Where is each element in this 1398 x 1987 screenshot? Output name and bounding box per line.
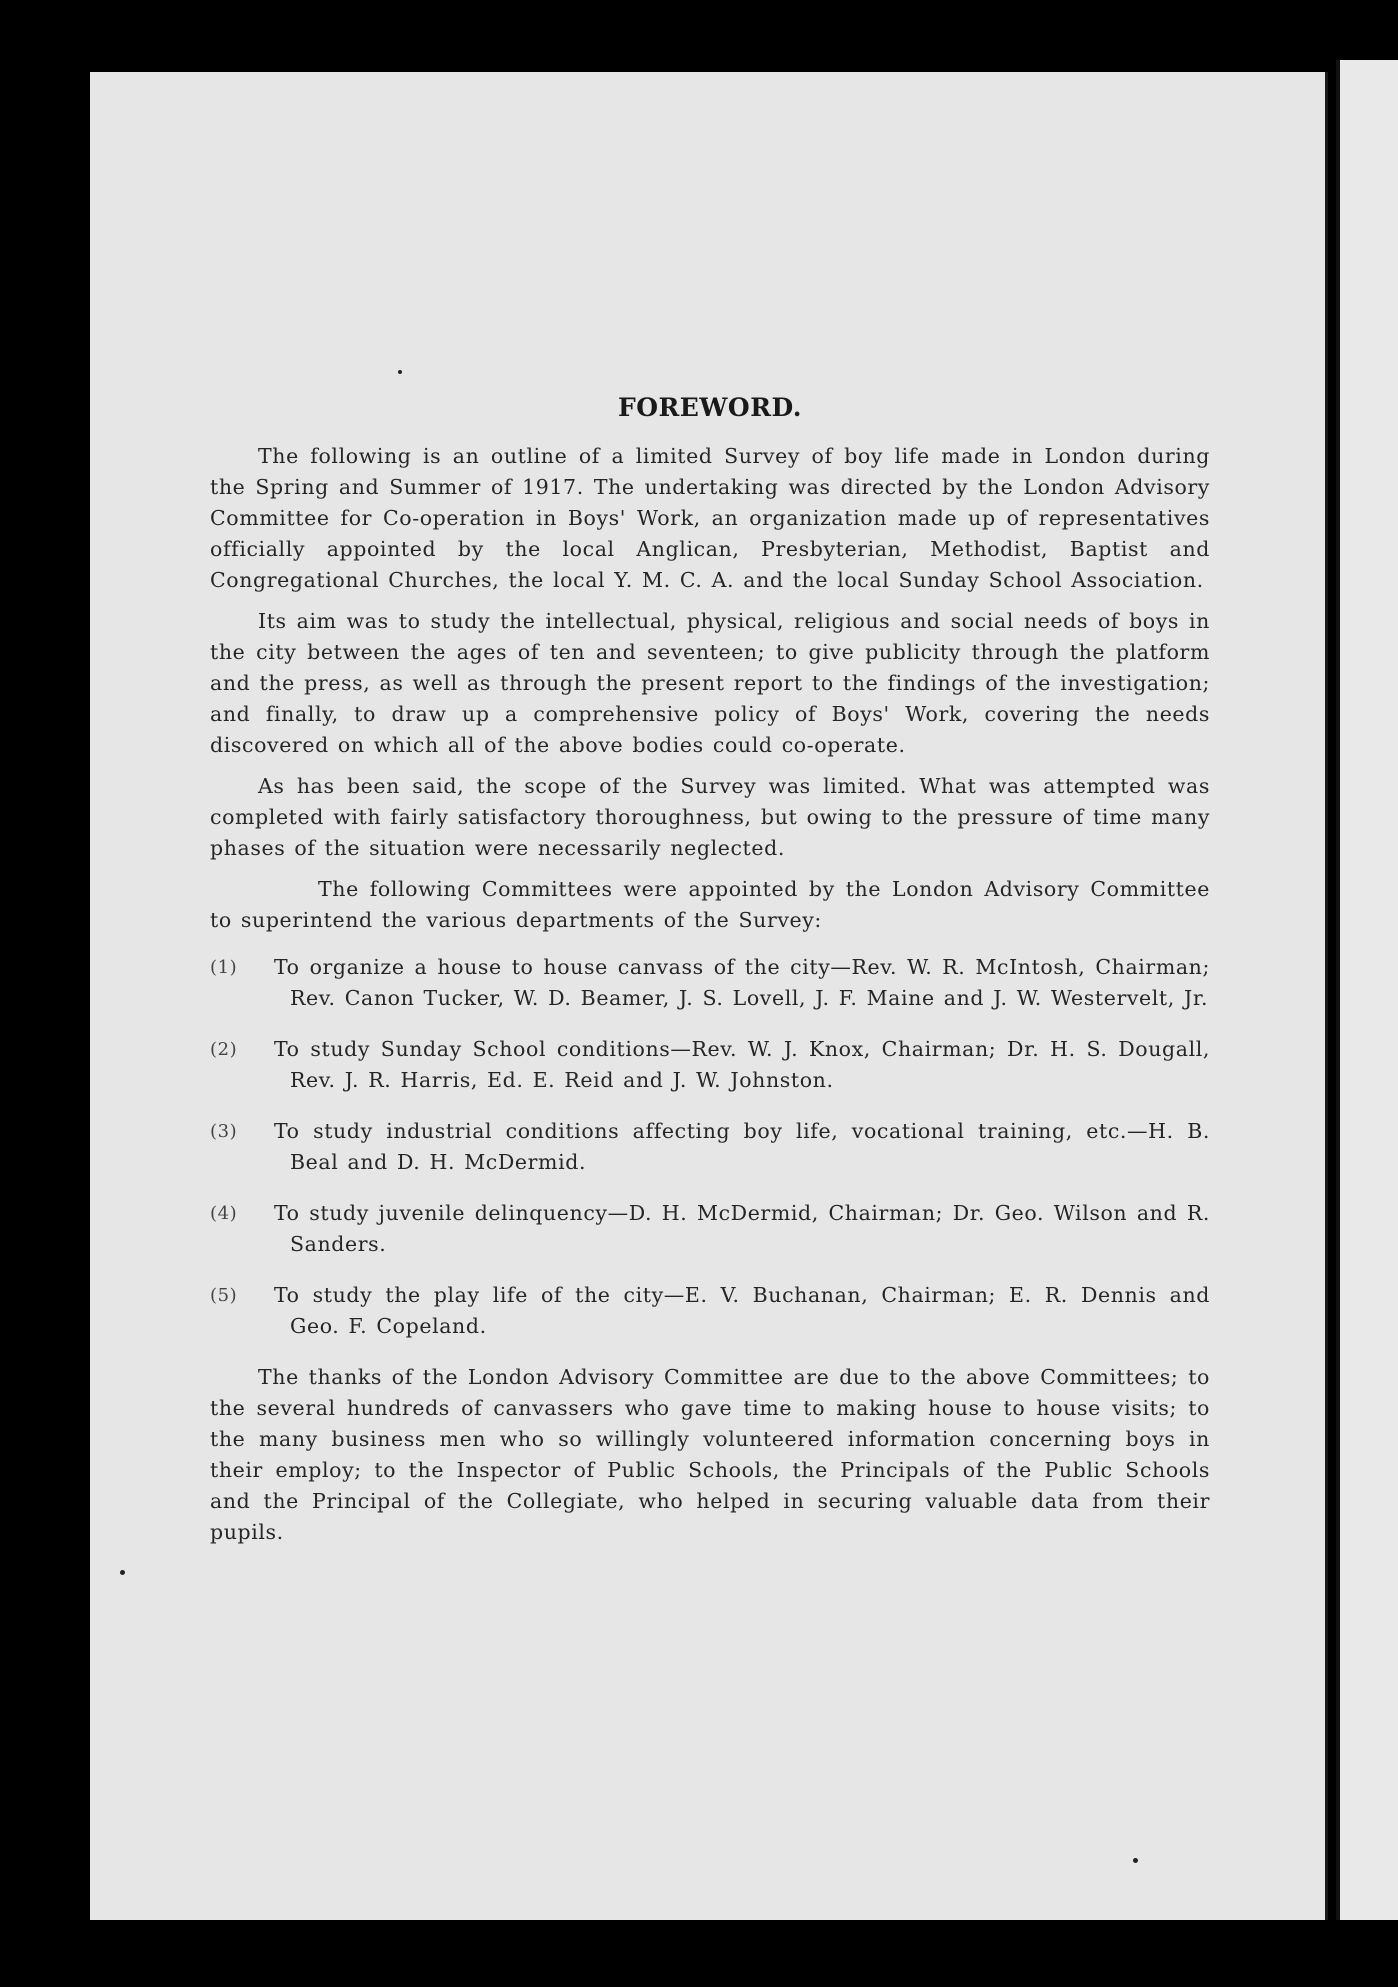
committee-text: To study Sunday School conditions—Rev. W. J. Knox, Chairman; Dr. H. S. Dougall, Rev. J. R. Harris, Ed. E. Reid and J. W. Johnston. (274, 1037, 1210, 1092)
committee-number: (5) (210, 1285, 238, 1306)
committee-number: (3) (210, 1121, 238, 1142)
committee-text: To organize a house to house canvass of the city—Rev. W. R. McIntosh, Chairman; Rev. Canon Tucker, W. D. Beamer, J. S. Lovell, J. F. Maine and J. W. Westervelt, Jr. (274, 955, 1210, 1010)
page-title: FOREWORD. (618, 393, 802, 422)
committees-intro-paragraph: The following Committees were appointed by the London Advisory Committee to superintend the various departments of the Survey: (210, 877, 1210, 932)
committee-item (210, 952, 1210, 1014)
intro-paragraph: The following is an outline of a limited Survey of boy life made in London during the Spring and Summer of 1917. The undertaking was directed by the London Advisory Committee for Co-operation in Boys' Work, an organization made up of representatives officially appointed by the local Anglican, Presbyterian, Methodist, Baptist and Congregational Churches, the local Y. M. C. A. and the local Sunday School Association. (210, 444, 1210, 592)
speck-mark (1133, 1858, 1138, 1863)
closing-paragraph: The thanks of the London Advisory Committee are due to the above Committees; to the several hundreds of canvassers who gave time to making house to house visits; to the many business men who so willingly volunteered information concerning boys in their employ; to the Inspector of Public Schools, the Principals of the Public Schools and the Principal of the Collegiate, who helped in securing valuable data from their pupils. (210, 1365, 1210, 1544)
committee-number: (1) (210, 957, 238, 978)
committee-item (210, 1034, 1210, 1096)
speck-mark (120, 1570, 125, 1575)
document-page (90, 72, 1328, 1920)
committee-item (210, 1198, 1210, 1260)
committee-text: To study industrial conditions affecting boy life, vocational training, etc.—H. B. Beal and D. H. McDermid. (274, 1119, 1210, 1174)
aim-paragraph: Its aim was to study the intellectual, physical, religious and social needs of boys in the city between the ages of ten and seventeen; to give publicity through the platform and the press, as well as through the present report to the findings of the investigation; and finally, to draw up a comprehensive policy of Boys' Work, covering the needs discovered on which all of the above bodies could co-operate. (210, 609, 1210, 757)
committee-item (210, 1280, 1210, 1342)
committee-text: To study juvenile delinquency—D. H. McDermid, Chairman; Dr. Geo. Wilson and R. Sanders. (274, 1201, 1210, 1256)
adjacent-page-edge (1336, 60, 1398, 1920)
speck-mark (398, 370, 402, 374)
committee-text: To study the play life of the city—E. V. Buchanan, Chairman; E. R. Dennis and Geo. F. Copeland. (274, 1283, 1210, 1338)
committee-number: (4) (210, 1203, 238, 1224)
committee-item (210, 1116, 1210, 1178)
committee-number: (2) (210, 1039, 238, 1060)
foreword-content (210, 392, 1210, 1558)
scope-paragraph: As has been said, the scope of the Survey was limited. What was attempted was completed with fairly satisfactory thoroughness, but owing to the pressure of time many phases of the situation were necessarily neglected. (210, 774, 1210, 860)
